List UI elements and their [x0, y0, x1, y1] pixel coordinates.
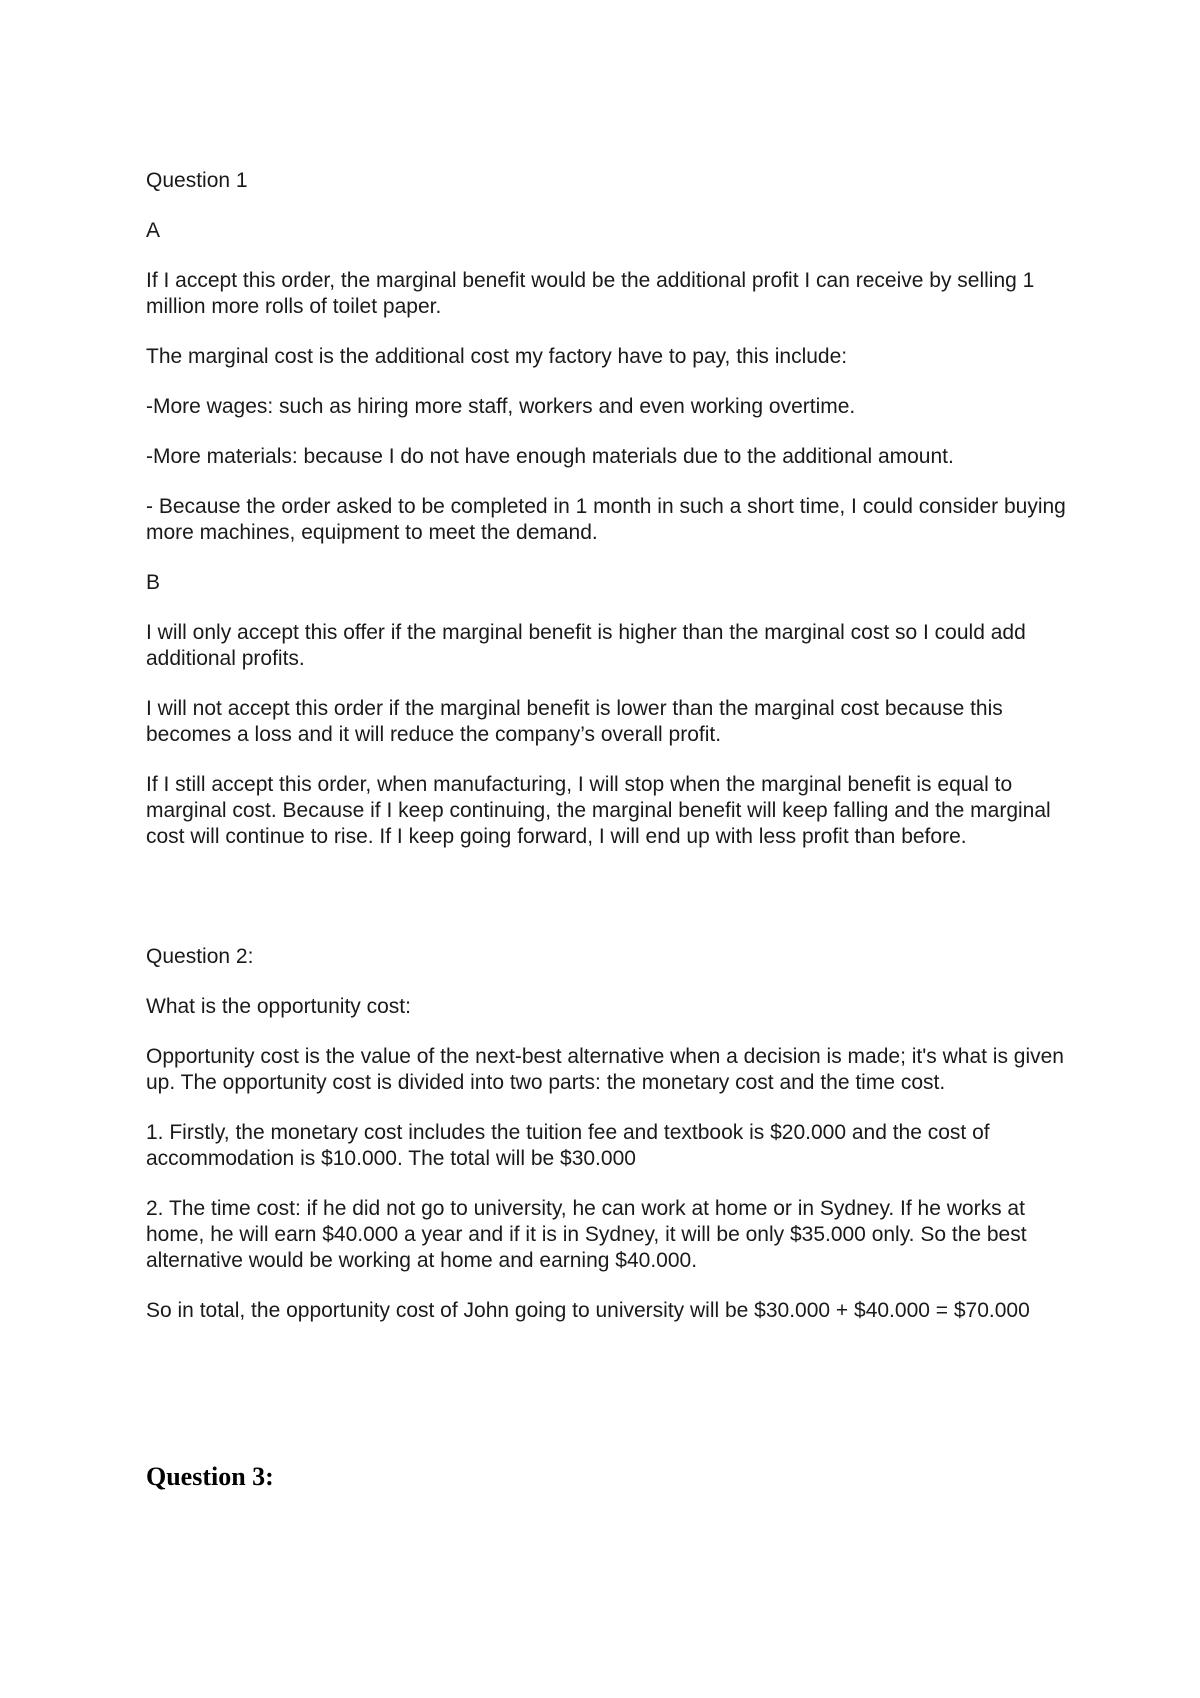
paragraph: -More wages: such as hiring more staff, workers and even working overtime. — [146, 395, 856, 418]
spacer — [146, 874, 1066, 944]
part-a-label: A — [146, 219, 161, 242]
spacer — [146, 1348, 1066, 1462]
question-1-section — [146, 168, 1066, 850]
paragraph: The marginal cost is the additional cost my factory have to pay, this include: — [146, 345, 848, 368]
paragraph: - Because the order asked to be completed in 1 month in such a short time, I could consider buying more machines, equipment to meet the demand. — [146, 495, 1066, 544]
question-3-section — [146, 1462, 1066, 1492]
paragraph: Opportunity cost is the value of the next-best alternative when a decision is made; it's what is given up. The opportunity cost is divided into two parts: the monetary cost and the time cost. — [146, 1045, 1064, 1094]
paragraph: -More materials: because I do not have enough materials due to the additional amount. — [146, 445, 954, 468]
paragraph: I will not accept this order if the marginal benefit is lower than the marginal cost because this becomes a loss and it will reduce the company’s overall profit. — [146, 697, 1003, 746]
paragraph: If I still accept this order, when manufacturing, I will stop when the marginal benefit is equal to marginal cost. Because if I keep continuing, the marginal benefit will keep falling and the marginal cost will continue to rise. If I keep going forward, I will end up with less profit than before. — [146, 773, 1051, 848]
question-1-heading: Question 1 — [146, 169, 248, 192]
paragraph: So in total, the opportunity cost of John going to university will be $30.000 + $40.000 = $70.000 — [146, 1299, 1030, 1322]
part-b-label: B — [146, 571, 161, 594]
paragraph: 1. Firstly, the monetary cost includes the tuition fee and textbook is $20.000 and the cost of accommodation is $10.000. The total will be $30.000 — [146, 1121, 990, 1170]
document-body — [146, 168, 1066, 1492]
question-3-heading: Question 3: — [146, 1462, 274, 1491]
question-2-subheading: What is the opportunity cost: — [146, 995, 411, 1018]
paragraph: 2. The time cost: if he did not go to university, he can work at home or in Sydney. If he works at home, he will earn $40.000 a year and if it is in Sydney, it will be only $35.000 only. So the best alternative would be working at home and earning $40.000. — [146, 1197, 1027, 1272]
paragraph: I will only accept this offer if the marginal benefit is higher than the marginal cost so I could add additional profits. — [146, 621, 1026, 670]
paragraph: If I accept this order, the marginal benefit would be the additional profit I can receive by selling 1 million more rolls of toilet paper. — [146, 269, 1035, 318]
question-2-section — [146, 944, 1066, 1324]
question-2-heading: Question 2: — [146, 945, 254, 968]
